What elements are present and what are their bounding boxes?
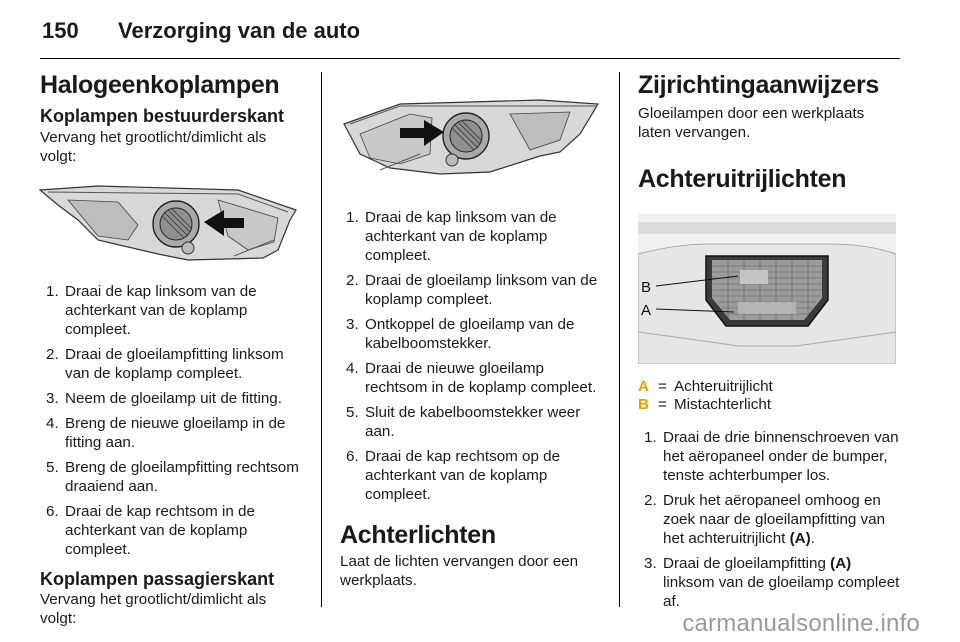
column-divider-1 bbox=[321, 72, 322, 607]
list-item: 1. Draai de kap linksom van de achterkant van de koplamp compleet. bbox=[346, 209, 557, 264]
section-title-halogen: Halogeenkoplampen bbox=[40, 71, 280, 99]
column-1 bbox=[40, 70, 302, 628]
headlamp-passenger-illustration bbox=[340, 94, 602, 182]
figure-legend bbox=[638, 378, 900, 414]
subsection-title-passenger: Koplampen passagierskant bbox=[40, 568, 275, 589]
page-number: 150 bbox=[42, 18, 79, 43]
section-title-indicators: Zijrichtingaanwijzers bbox=[638, 71, 879, 99]
headlamp-driver-illustration bbox=[38, 180, 300, 266]
rear-lamp-illustration bbox=[638, 214, 896, 364]
list-item: 5. Sluit de kabelboomstekker weer aan. bbox=[346, 404, 581, 440]
label-a: A bbox=[641, 302, 652, 319]
legend-row: A = Achteruitrijlicht bbox=[638, 378, 773, 395]
column-divider-2 bbox=[619, 72, 620, 607]
watermark: carmanualsonline.info bbox=[682, 610, 920, 637]
legend-row: B = Mistachterlicht bbox=[638, 396, 772, 413]
header-rule bbox=[40, 58, 900, 59]
list-item: 2. Draai de gloeilampfitting linksom van de koplamp compleet. bbox=[46, 345, 284, 382]
subsection-title-driver: Koplampen bestuurderskant bbox=[40, 106, 285, 126]
list-item: 5. Breng de gloeilampfitting rechtsom draaiend aan. bbox=[46, 458, 299, 495]
passenger-intro: Vervang het grootlicht/dimlicht als volgt: bbox=[40, 591, 267, 628]
column-3 bbox=[638, 70, 900, 617]
list-item: 3. Draai de gloeilampfitting (A) linksom van de gloeilamp compleet af. bbox=[644, 555, 900, 610]
list-item: 3. Neem de gloeilamp uit de fitting. bbox=[46, 389, 282, 407]
column-2 bbox=[340, 70, 602, 590]
list-item: 3. Ontkoppel de gloeilamp van de kabelboomstekker. bbox=[346, 316, 575, 352]
label-b: B bbox=[641, 279, 652, 296]
driver-intro: Vervang het grootlicht/dimlicht als volgt: bbox=[40, 128, 267, 165]
list-item: 2. Druk het aëropaneel omhoog en zoek naar de gloeilampfitting van het achteruitrijlicht (A). bbox=[644, 492, 886, 547]
list-item: 6. Draai de kap rechtsom op de achterkant van de koplamp compleet. bbox=[346, 448, 561, 503]
rear-lights-text: Laat de lichten vervangen door een werkplaats. bbox=[340, 553, 579, 589]
running-title: Verzorging van de auto bbox=[118, 18, 361, 43]
reverse-light-steps bbox=[638, 428, 900, 611]
section-title-rear-lights: Achterlichten bbox=[340, 521, 496, 549]
passenger-steps bbox=[340, 208, 602, 504]
list-item: 1. Draai de kap linksom van de achterkant van de koplamp compleet. bbox=[46, 282, 257, 338]
section-title-reverse-lights: Achteruitrijlichten bbox=[638, 165, 847, 193]
indicators-text: Gloeilampen door een werkplaats laten vervangen. bbox=[638, 105, 865, 141]
driver-steps bbox=[40, 282, 302, 559]
list-item: 1. Draai de drie binnenschroeven van het aëropaneel onder de bumper, tenste achterbumper los. bbox=[644, 429, 899, 484]
list-item: 4. Draai de nieuwe gloeilamp rechtsom in de koplamp compleet. bbox=[346, 360, 597, 396]
list-item: 4. Breng de nieuwe gloeilamp in de fitting aan. bbox=[46, 414, 286, 451]
list-item: 6. Draai de kap rechtsom in de achterkant van de koplamp compleet. bbox=[46, 502, 255, 558]
list-item: 2. Draai de gloeilamp linksom van de koplamp compleet. bbox=[346, 272, 598, 308]
